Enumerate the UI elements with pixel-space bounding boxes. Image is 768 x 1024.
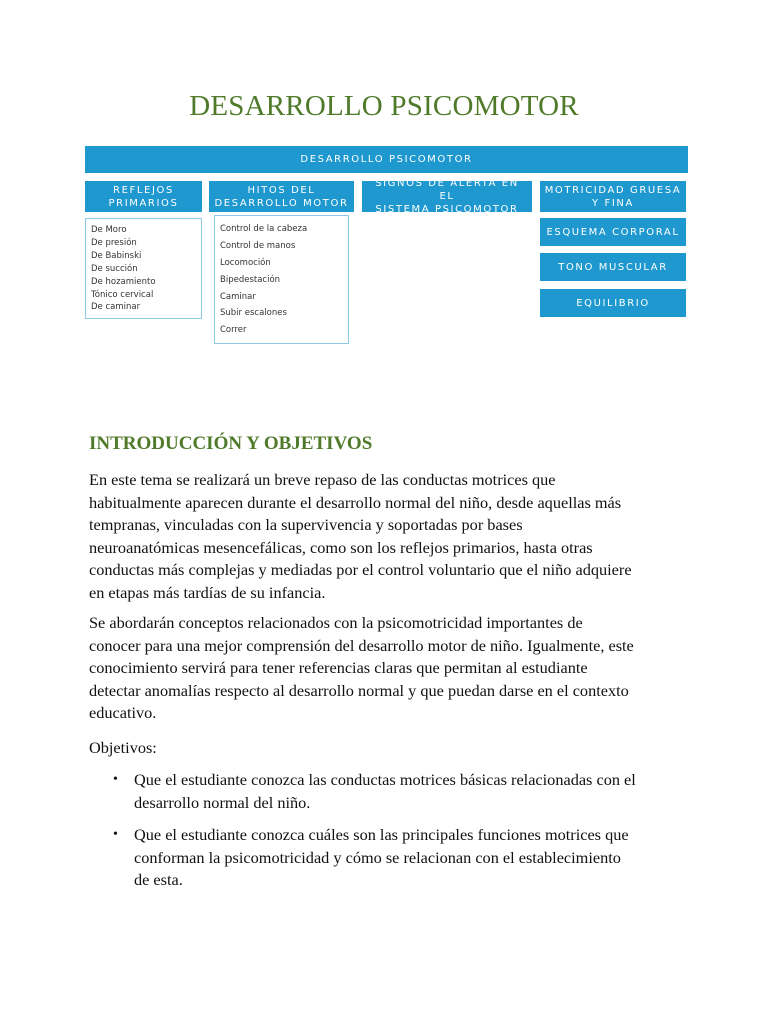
branch-label-line: SISTEMA PSICOMOTOR [375, 204, 519, 215]
list-item: Control de la cabeza [220, 224, 308, 234]
list-item: De succión [91, 264, 138, 274]
branch-label-line: DESARROLLO MOTOR [214, 197, 349, 209]
text-line: conforman la psicomotricidad y cómo se relacionan con el establecimiento [134, 847, 621, 867]
list-item: Tónico cervical [91, 290, 154, 300]
text-line: desarrollo normal del niño. [134, 792, 311, 812]
objectives-label: Objetivos: [89, 738, 157, 757]
sub-box-esquema-corporal [540, 218, 686, 246]
text-line: tempranas, vinculadas con la supervivencia y soportadas por bases [89, 515, 523, 534]
branch-label-line: HITOS DEL [247, 184, 316, 196]
text-line: conocer para una mejor comprensión del desarrollo motor de niño. Igualmente, este [89, 635, 634, 655]
branch-label-line: SIGNOS DE ALERTA EN EL [375, 178, 519, 202]
text-line: Que el estudiante conozca las conductas motrices básicas relacionadas con el [134, 770, 636, 789]
sub-box-label: ESQUEMA CORPORAL [546, 226, 680, 238]
list-item: De caminar [91, 302, 141, 312]
section-heading: INTRODUCCIÓN Y OBJETIVOS [89, 433, 373, 454]
list-item: De Moro [91, 225, 127, 235]
branch-box-reflejos [85, 181, 202, 212]
paragraph-conceptos [89, 612, 689, 725]
list-item: De presión [91, 238, 137, 248]
diagram-root-label: DESARROLLO PSICOMOTOR [300, 154, 473, 165]
list-item: Locomoción [220, 258, 271, 268]
list-box-hitos [214, 215, 349, 344]
text-line: neuroanatómicas mesencefálicas, como son los reflejos primarios, hasta otras [89, 537, 593, 557]
list-box-reflejos [85, 218, 202, 319]
text-line: de esta. [134, 870, 183, 889]
branch-box-signos [362, 178, 532, 215]
text-line: habitualmente aparecen durante el desarrollo normal del niño, desde aquellas más [89, 492, 622, 512]
branch-label-line: PRIMARIOS [108, 197, 179, 209]
sub-box-tono-muscular [540, 253, 686, 281]
bullet-icon: • [113, 772, 118, 787]
list-item: Subir escalones [220, 308, 287, 318]
paragraph-intro [89, 469, 689, 604]
sub-box-label: TONO MUSCULAR [558, 261, 668, 273]
list-item [89, 769, 689, 814]
list-item: Control de manos [220, 241, 296, 251]
text-line: Que el estudiante conozca cuáles son las principales funciones motrices que [134, 825, 629, 844]
branch-box-motricidad [540, 181, 686, 212]
list-item: De hozamiento [91, 277, 156, 287]
text-line: conocimiento servirá para tener referencias claras que permitan al estudiante [89, 658, 588, 677]
diagram-desarrollo-psicomotor [0, 0, 768, 360]
list-item [89, 824, 689, 892]
branch-label-line: MOTRICIDAD GRUESA [544, 184, 682, 196]
sub-box-label: EQUILIBRIO [576, 297, 650, 309]
text-line: Se abordarán conceptos relacionados con la psicomotricidad importantes de [89, 613, 583, 632]
page-title: DESARROLLO PSICOMOTOR [189, 90, 579, 122]
text-line: educativo. [89, 703, 157, 722]
list-item: Correr [220, 325, 247, 335]
text-line: En este tema se realizará un breve repaso de las conductas motrices que [89, 470, 556, 489]
bullet-icon: • [113, 827, 118, 842]
branch-box-hitos [209, 181, 354, 212]
branch-label-line: REFLEJOS [113, 184, 174, 196]
list-item: Caminar [220, 292, 256, 302]
objectives-list [89, 769, 689, 892]
diagram-root-box [85, 146, 688, 173]
text-line: conductas más complejas y mediadas por el control voluntario que el niño adquiere [89, 560, 632, 579]
list-item: Bipedestación [220, 275, 281, 285]
sub-box-equilibrio [540, 289, 686, 317]
list-item: De Babinski [91, 251, 142, 261]
text-line: en etapas más tardías de su infancia. [89, 582, 326, 602]
branch-label-line: Y FINA [592, 197, 634, 209]
text-line: detectar anomalías respecto al desarrollo normal y que puedan darse en el contexto [89, 680, 629, 700]
